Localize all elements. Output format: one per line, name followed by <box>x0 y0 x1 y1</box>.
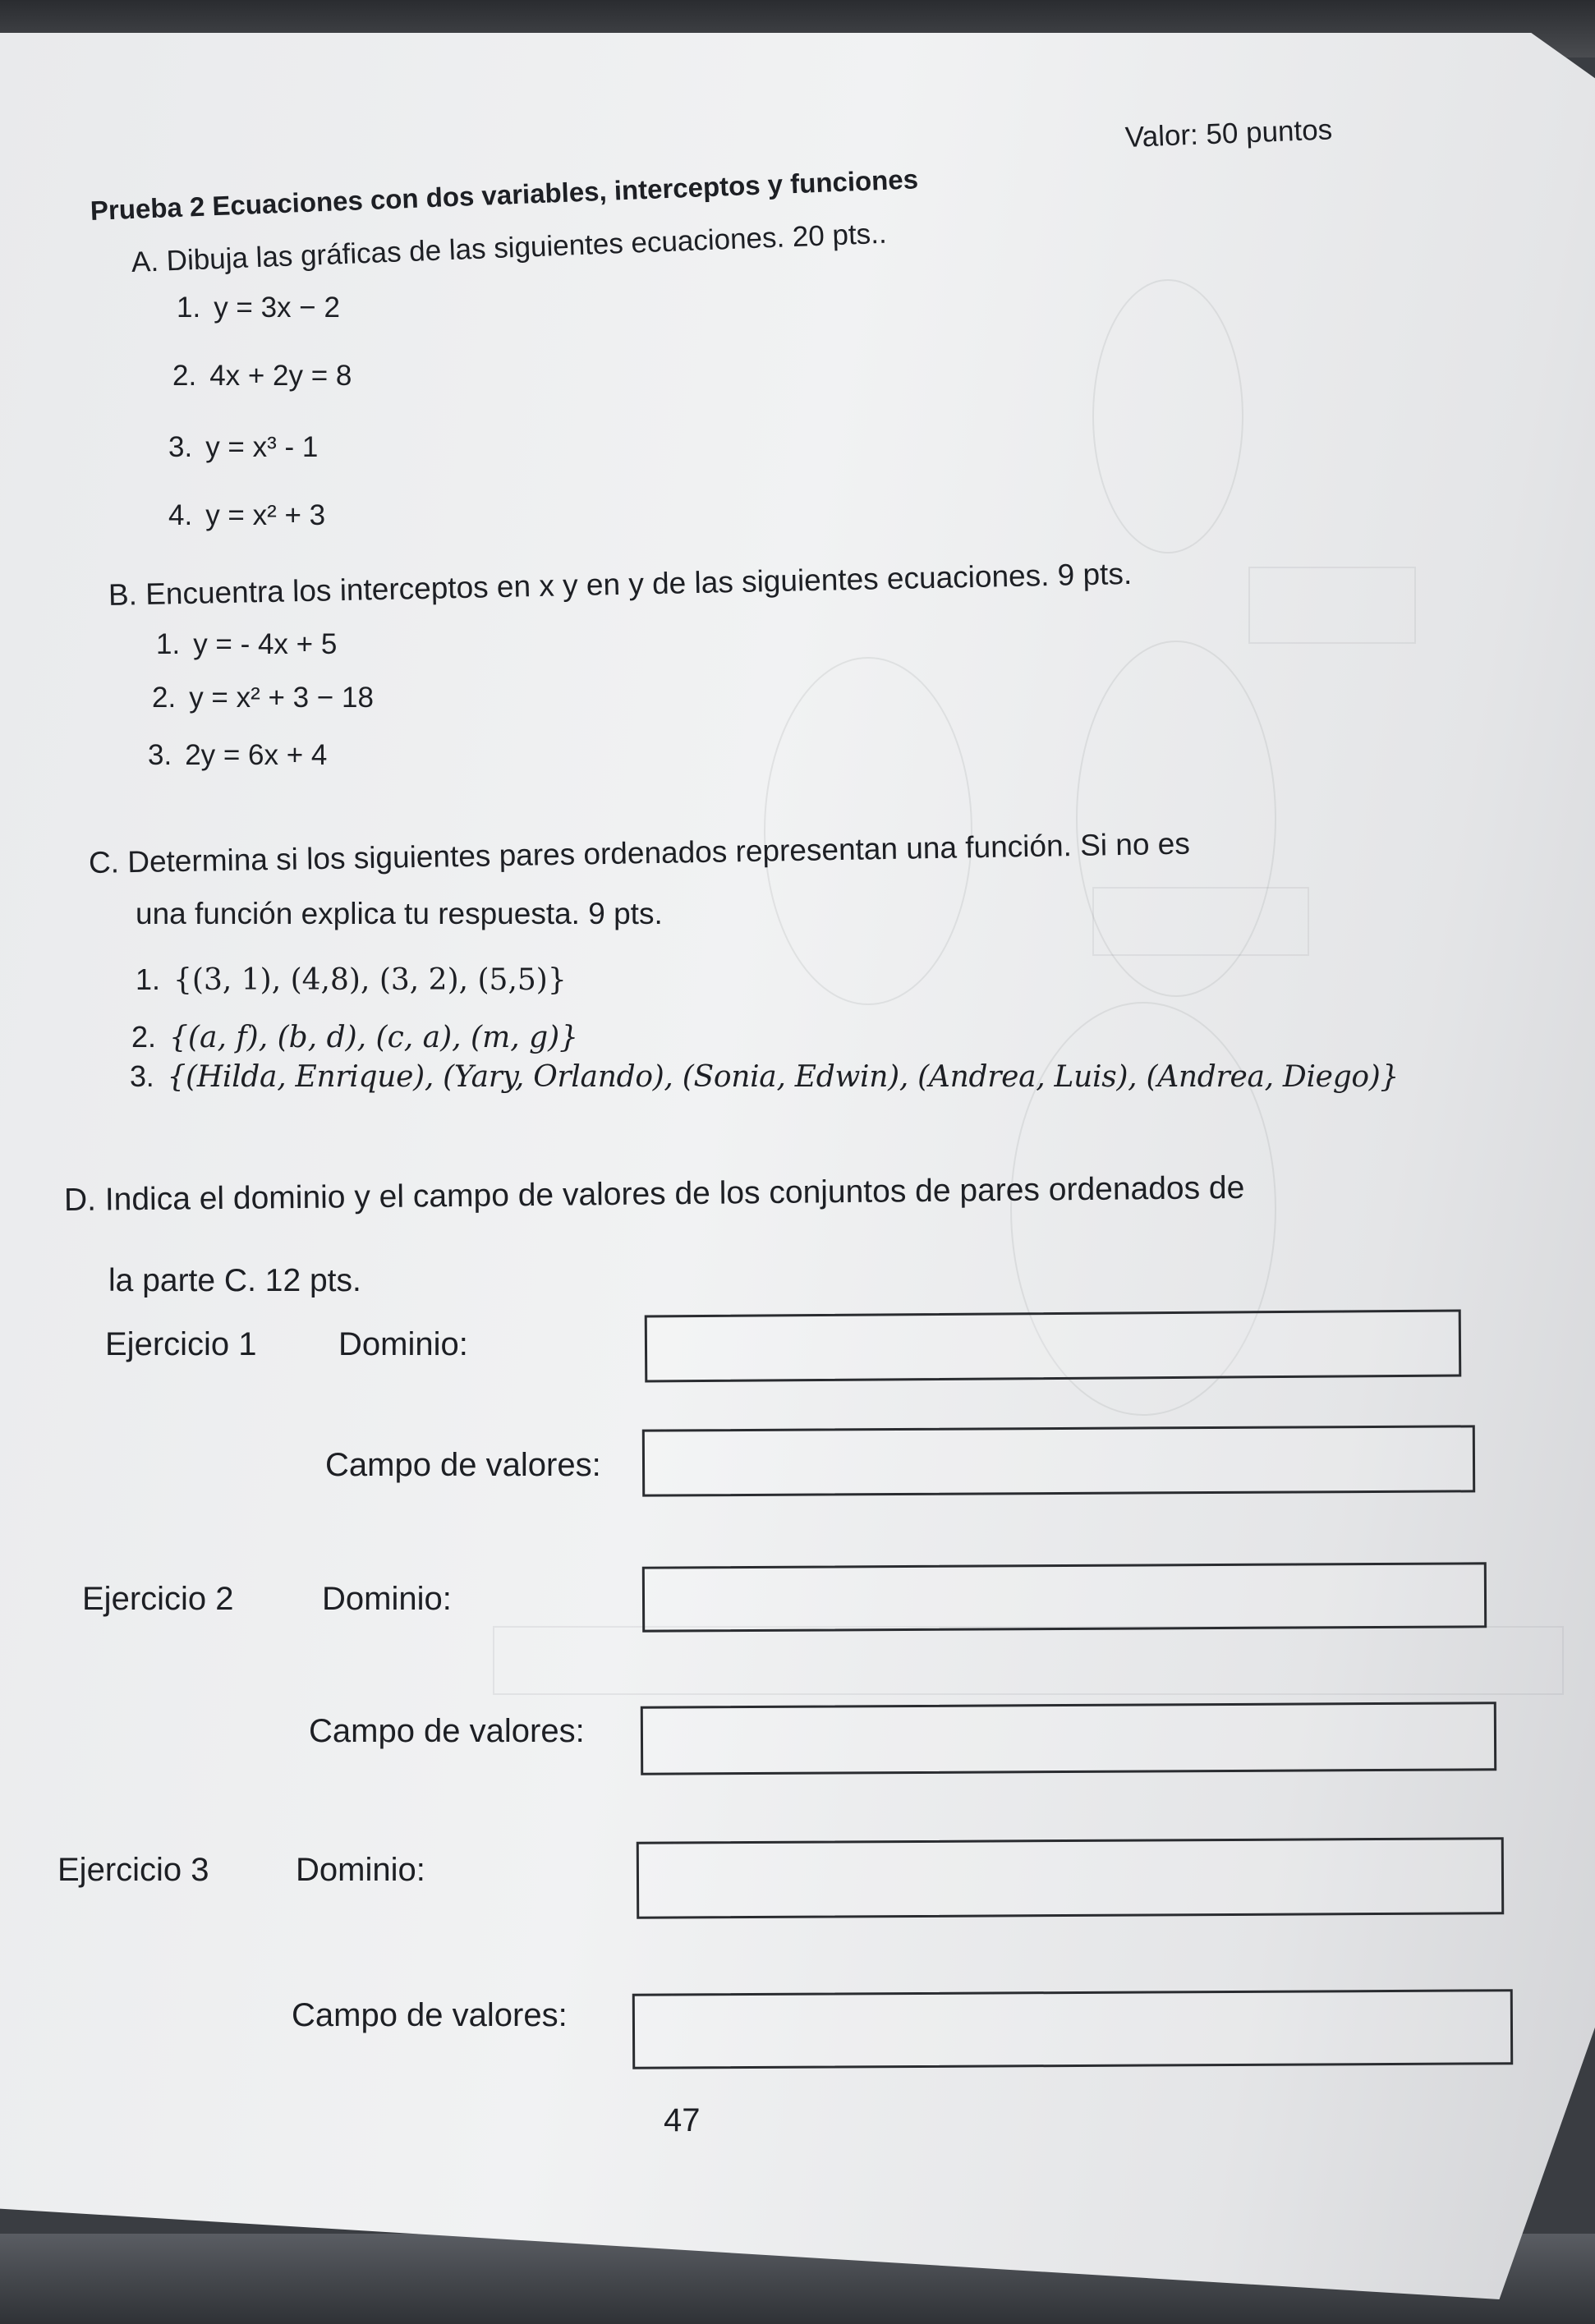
section-c-heading-line2: una función explica tu respuesta. 9 pts. <box>136 897 663 930</box>
ordered-pair-set: {(Hilda, Enrique), (Yary, Orlando), (Sonia, Edwin), (Andrea, Luis), (Andrea, Diego)} <box>167 1060 1400 1094</box>
item-number: 2. <box>131 1020 157 1054</box>
exercise-3-range-label: Campo de valores: <box>292 1997 568 2033</box>
bleed-through-box <box>493 1626 1564 1695</box>
exercise-1-domain-box[interactable] <box>645 1310 1462 1383</box>
exercise-3-label: Ejercicio 3 <box>57 1852 209 1888</box>
item-number: 3. <box>130 1059 154 1093</box>
item-number: 3. <box>148 739 172 771</box>
exercise-2-domain-label: Dominio: <box>322 1581 452 1617</box>
bleed-through-box <box>1092 887 1309 956</box>
bleed-through-box <box>1248 567 1416 644</box>
item-number: 1. <box>136 962 161 996</box>
list-item <box>148 739 327 772</box>
page-number: 47 <box>664 2102 701 2138</box>
section-b-heading: B. Encuentra los interceptos en x y en y de las siguientes ecuaciones. 9 pts. <box>108 556 1133 612</box>
equation: 4x + 2y = 8 <box>209 360 352 392</box>
exercise-2-label: Ejercicio 2 <box>82 1581 234 1617</box>
exercise-3-domain-box[interactable] <box>637 1837 1504 1919</box>
exercise-1-range-box[interactable] <box>642 1425 1475 1496</box>
equation: y = - 4x + 5 <box>193 628 338 660</box>
test-title: Prueba 2 Ecuaciones con dos variables, interceptos y funciones <box>90 163 919 226</box>
section-d-heading-line2: la parte C. 12 pts. <box>108 1263 361 1298</box>
exercise-2-range-label: Campo de valores: <box>309 1713 585 1749</box>
item-number: 1. <box>156 628 181 660</box>
equation: y = x² + 3 <box>205 499 326 531</box>
test-value: Valor: 50 puntos <box>1124 113 1333 154</box>
item-number: 3. <box>168 431 193 463</box>
equation: 2y = 6x + 4 <box>185 739 328 771</box>
list-item <box>136 962 567 997</box>
item-number: 4. <box>168 499 193 531</box>
item-number: 2. <box>152 682 177 714</box>
bleed-through-oval <box>1092 279 1243 553</box>
equation: y = 3x − 2 <box>214 292 340 324</box>
item-number: 1. <box>177 292 201 324</box>
exercise-2-domain-box[interactable] <box>642 1562 1487 1632</box>
section-c-heading-line1: C. Determina si los siguientes pares ordenados representan una función. Si no es <box>88 826 1191 880</box>
list-item <box>177 292 340 324</box>
exercise-3-range-box[interactable] <box>632 1989 1513 2069</box>
ordered-pair-set: {(3, 1), (4,8), (3, 2), (5,5)} <box>173 963 567 997</box>
item-number: 2. <box>172 360 197 392</box>
equation: y = x² + 3 − 18 <box>189 682 374 714</box>
section-a-heading: A. Dibuja las gráficas de las siguientes ecuaciones. 20 pts.. <box>131 217 888 278</box>
exercise-2-range-box[interactable] <box>641 1702 1496 1775</box>
list-item <box>131 1020 578 1054</box>
exercise-1-range-label: Campo de valores: <box>325 1447 601 1483</box>
section-d-heading-line1: D. Indica el dominio y el campo de valores de los conjuntos de pares ordenados de <box>63 1169 1245 1218</box>
exercise-3-domain-label: Dominio: <box>296 1852 425 1888</box>
list-item <box>168 499 325 532</box>
list-item <box>172 360 352 393</box>
equation: y = x³ - 1 <box>205 431 319 463</box>
list-item <box>168 431 318 464</box>
list-item <box>130 1059 1399 1094</box>
ordered-pair-set: {(a, f), (b, d), (c, a), (m, g)} <box>169 1021 579 1054</box>
exercise-1-label: Ejercicio 1 <box>105 1326 257 1362</box>
exercise-1-domain-label: Dominio: <box>338 1326 468 1362</box>
list-item <box>156 628 337 661</box>
list-item <box>152 682 374 714</box>
